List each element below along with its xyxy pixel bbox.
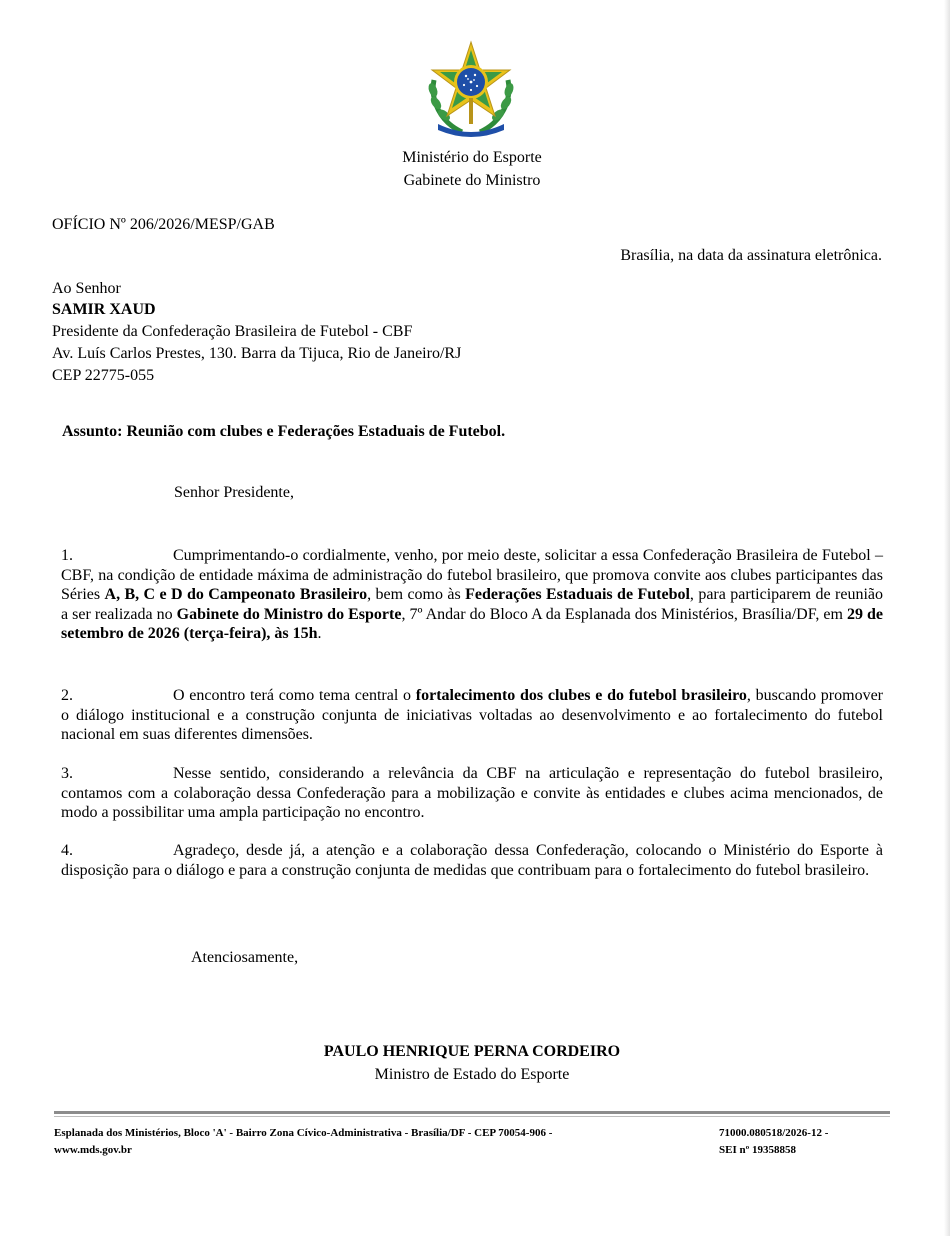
recipient-name: SAMIR XAUD xyxy=(52,301,156,318)
footer-website: www.mds.gov.br xyxy=(54,1144,132,1156)
paragraph-number: 3. xyxy=(61,765,73,782)
paragraph-text: , buscando promover o diálogo institucional e a construção conjunta de iniciativas voltadas ao desenvolvimento e ao fortalecimento do futebol nacional em suas diferentes dimensões. xyxy=(61,687,884,743)
paragraph-text: , para participarem de reunião a ser realizada no xyxy=(61,586,884,623)
footer-divider-thin xyxy=(54,1116,890,1117)
ministry-name: Ministério do Esporte xyxy=(402,149,542,166)
oficio-number: OFÍCIO Nº 206/2026/MESP/GAB xyxy=(52,216,275,233)
footer-address: Esplanada dos Ministérios, Bloco 'A' - Bairro Zona Cívico-Administrativa - Brasília/DF - CEP 70054-906 - xyxy=(54,1127,553,1139)
paragraph-number: 2. xyxy=(61,687,73,704)
recipient-salutation: Ao Senhor xyxy=(52,280,121,297)
paragraph-text: , 7º Andar do Bloco A da Esplanada dos Ministérios, Brasília/DF, em xyxy=(401,605,847,623)
paragraph-number: 1. xyxy=(61,547,73,564)
paragraph-bold-text: A, B, C e D do Campeonato Brasileiro xyxy=(104,586,368,603)
paragraph-1 xyxy=(61,546,883,644)
footer-divider xyxy=(54,1111,890,1114)
paragraph-text: Cumprimentando-o cordialmente, venho, por meio deste, solicitar a essa Confederação Brasileira de Futebol – CBF, na condição de entidade máxima de administração do futebol brasileiro, que promova convite aos clubes participantes das Séries xyxy=(61,547,883,603)
paragraph-text: Agradeço, desde já, a atenção e a colaboração dessa Confederação, colocando o Ministério do Esporte à disposição para o diálogo e para a construção conjunta de medidas que contribuam para o fortalecimento do futebol brasileiro. xyxy=(61,842,883,879)
recipient-address: Av. Luís Carlos Prestes, 130. Barra da Tijuca, Rio de Janeiro/RJ xyxy=(52,345,462,362)
paragraph-number: 4. xyxy=(61,842,73,859)
paragraph-text: Nesse sentido, considerando a relevância da CBF na articulação e representação do futebol brasileiro, contamos com a colaboração dessa Confederação para a mobilização e convite às entidades e clubes acima mencionados, de modo a possibilitar uma ampla participação no encontro. xyxy=(61,765,883,821)
page-edge-shadow xyxy=(944,0,950,1236)
office-name: Gabinete do Ministro xyxy=(403,172,541,189)
paragraph-bold-text: 29 de setembro de 2026 (terça-feira), às 15h xyxy=(61,605,884,642)
footer-process-number: 71000.080518/2026-12 - xyxy=(719,1127,829,1139)
paragraph-4 xyxy=(61,841,883,880)
paragraph-bold-text: Gabinete do Ministro do Esporte xyxy=(176,605,402,623)
signer-name: PAULO HENRIQUE PERNA CORDEIRO xyxy=(323,1043,621,1060)
brazil-coat-of-arms-emblem xyxy=(420,40,522,140)
paragraph-3 xyxy=(61,764,883,823)
paragraph-2 xyxy=(61,686,883,745)
footer-sei-number: SEI nº 19358858 xyxy=(719,1144,796,1156)
paragraph-text: O encontro terá como tema central o xyxy=(173,687,416,704)
paragraph-bold-text: Federações Estaduais de Futebol xyxy=(465,586,690,603)
subject-line: Assunto: Reunião com clubes e Federações Estaduais de Futebol. xyxy=(62,423,506,440)
recipient-title: Presidente da Confederação Brasileira de Futebol - CBF xyxy=(52,323,413,340)
signer-role: Ministro de Estado do Esporte xyxy=(374,1066,570,1083)
paragraph-bold-text: fortalecimento dos clubes e do futebol brasileiro xyxy=(415,687,747,704)
greeting: Senhor Presidente, xyxy=(174,484,294,501)
closing: Atenciosamente, xyxy=(191,949,299,966)
paragraph-text: . xyxy=(317,625,322,642)
place-date: Brasília, na data da assinatura eletrônica. xyxy=(620,247,882,264)
paragraph-text: , bem como às xyxy=(367,586,466,603)
recipient-cep: CEP 22775-055 xyxy=(52,367,155,384)
